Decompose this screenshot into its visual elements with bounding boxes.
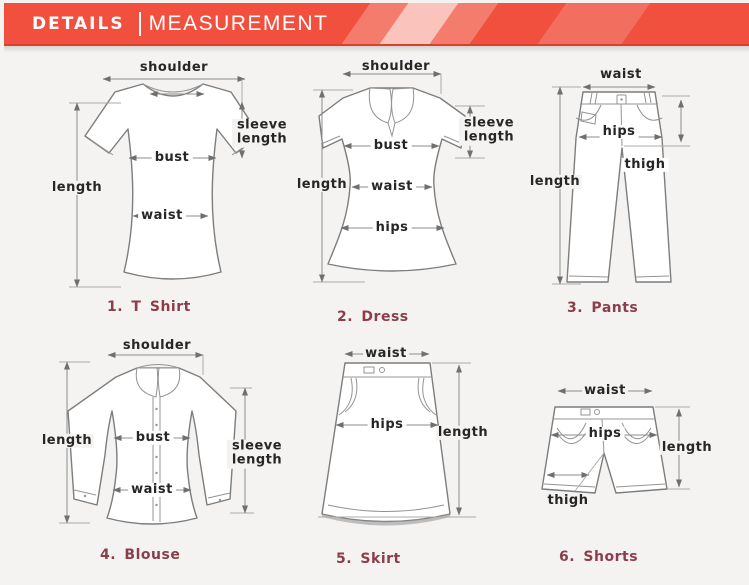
shorts-caption: 6. Shorts — [559, 549, 639, 565]
pants-hips-label: hips — [600, 125, 639, 139]
dress-waist-label: waist — [368, 180, 416, 194]
tshirt-shoulder-label: shoulder — [139, 59, 209, 75]
header-banner — [4, 3, 749, 46]
pants-thigh-label: thigh — [622, 158, 669, 172]
tshirt-bust-label: bust — [152, 151, 193, 165]
header-title-measurement: MEASUREMENT — [148, 11, 329, 35]
skirt-drawing — [298, 338, 520, 550]
title-separator — [139, 12, 141, 36]
dress-bust-label: bust — [371, 139, 412, 153]
skirt-length-label: length — [437, 424, 489, 440]
dress-hips-label: hips — [373, 221, 412, 235]
blouse-bust-label: bust — [133, 431, 174, 445]
dress-caption: 2. Dress — [337, 309, 409, 325]
pants-length-label: length — [529, 173, 581, 189]
shorts-hips-label: hips — [586, 427, 625, 441]
blouse-length-label: length — [41, 432, 93, 448]
dress-length-label: length — [296, 176, 348, 192]
shorts-waist-label: waist — [584, 382, 626, 398]
tshirt-outline — [85, 84, 260, 279]
shorts-length-label: length — [661, 439, 713, 455]
shorts-outline — [542, 407, 667, 493]
blouse-shoulder-label: shoulder — [122, 337, 192, 353]
skirt-outline — [318, 363, 476, 526]
dress-diagram — [295, 58, 520, 313]
blouse-waist-label: waist — [128, 483, 176, 497]
skirt-caption: 5. Skirt — [336, 551, 401, 567]
banner-stripe — [532, 3, 656, 46]
blouse-sleeve-length-label: sleeve length — [227, 440, 287, 469]
shorts-thigh-label: thigh — [547, 492, 589, 508]
tshirt-diagram — [51, 58, 290, 308]
skirt-waist-label: waist — [365, 345, 407, 361]
skirt-diagram — [298, 338, 520, 550]
tshirt-sleeve-length-label: sleeve length — [232, 119, 292, 148]
pants-waist-label: waist — [600, 66, 642, 82]
blouse-diagram — [40, 335, 290, 550]
tshirt-caption: 1. T Shirt — [107, 299, 191, 315]
tshirt-length-label: length — [51, 179, 103, 195]
dress-shoulder-label: shoulder — [361, 58, 431, 74]
pants-outline — [567, 92, 671, 282]
skirt-hips-label: hips — [368, 418, 407, 432]
shorts-diagram — [525, 338, 749, 550]
shorts-drawing — [525, 338, 749, 550]
header-title-details: DETAILS — [32, 13, 125, 34]
pants-diagram — [525, 58, 749, 313]
pants-caption: 3. Pants — [567, 300, 639, 316]
banner-shadow — [4, 46, 749, 53]
dress-sleeve-length-label: sleeve length — [459, 117, 519, 146]
tshirt-waist-label: waist — [138, 209, 186, 223]
blouse-caption: 4. Blouse — [100, 547, 181, 563]
